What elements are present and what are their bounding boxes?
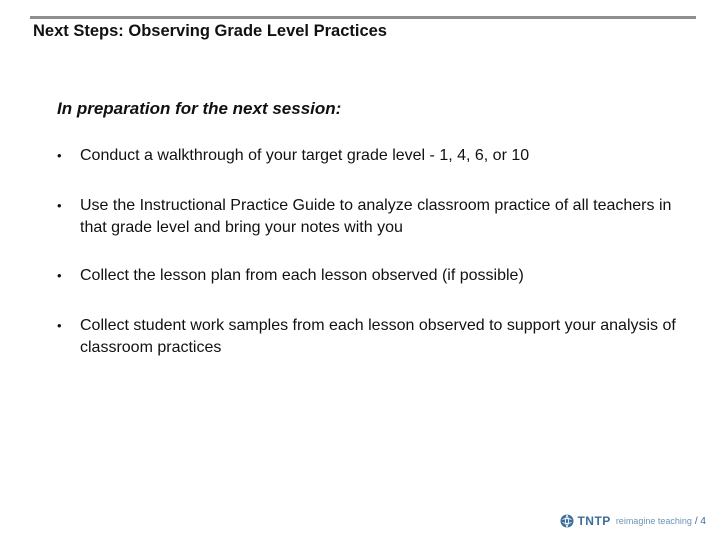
- list-item: [57, 195, 677, 239]
- bullet-marker: •: [57, 318, 62, 333]
- list-item-text: Conduct a walkthrough of your target grade level - 1, 4, 6, or 10: [80, 147, 530, 164]
- brand-logo-text: TNTP: [577, 514, 611, 528]
- list-item: [57, 265, 677, 287]
- list-item-text: Collect the lesson plan from each lesson observed (if possible): [80, 267, 524, 284]
- list-item: [57, 145, 677, 167]
- slide-content: [57, 99, 677, 387]
- brand-tagline: reimagine teaching: [615, 516, 692, 526]
- list-item-text: Use the Instructional Practice Guide to analyze classroom practice of all teachers in that grade level and bring your notes with you: [80, 197, 672, 236]
- globe-logo-icon: [560, 514, 574, 528]
- slide-footer: [560, 514, 706, 528]
- slide-title: Next Steps: Observing Grade Level Practices: [33, 22, 387, 40]
- next-steps-list: [57, 145, 677, 359]
- bullet-marker: •: [57, 148, 62, 163]
- bullet-marker: •: [57, 198, 62, 213]
- list-item: [57, 315, 677, 359]
- list-item-text: Collect student work samples from each lesson observed to support your analysis of classroom practices: [80, 317, 676, 356]
- page-number: / 4: [694, 515, 706, 527]
- title-divider: [30, 16, 696, 19]
- bullet-marker: •: [57, 268, 62, 283]
- intro-heading: In preparation for the next session:: [57, 99, 342, 118]
